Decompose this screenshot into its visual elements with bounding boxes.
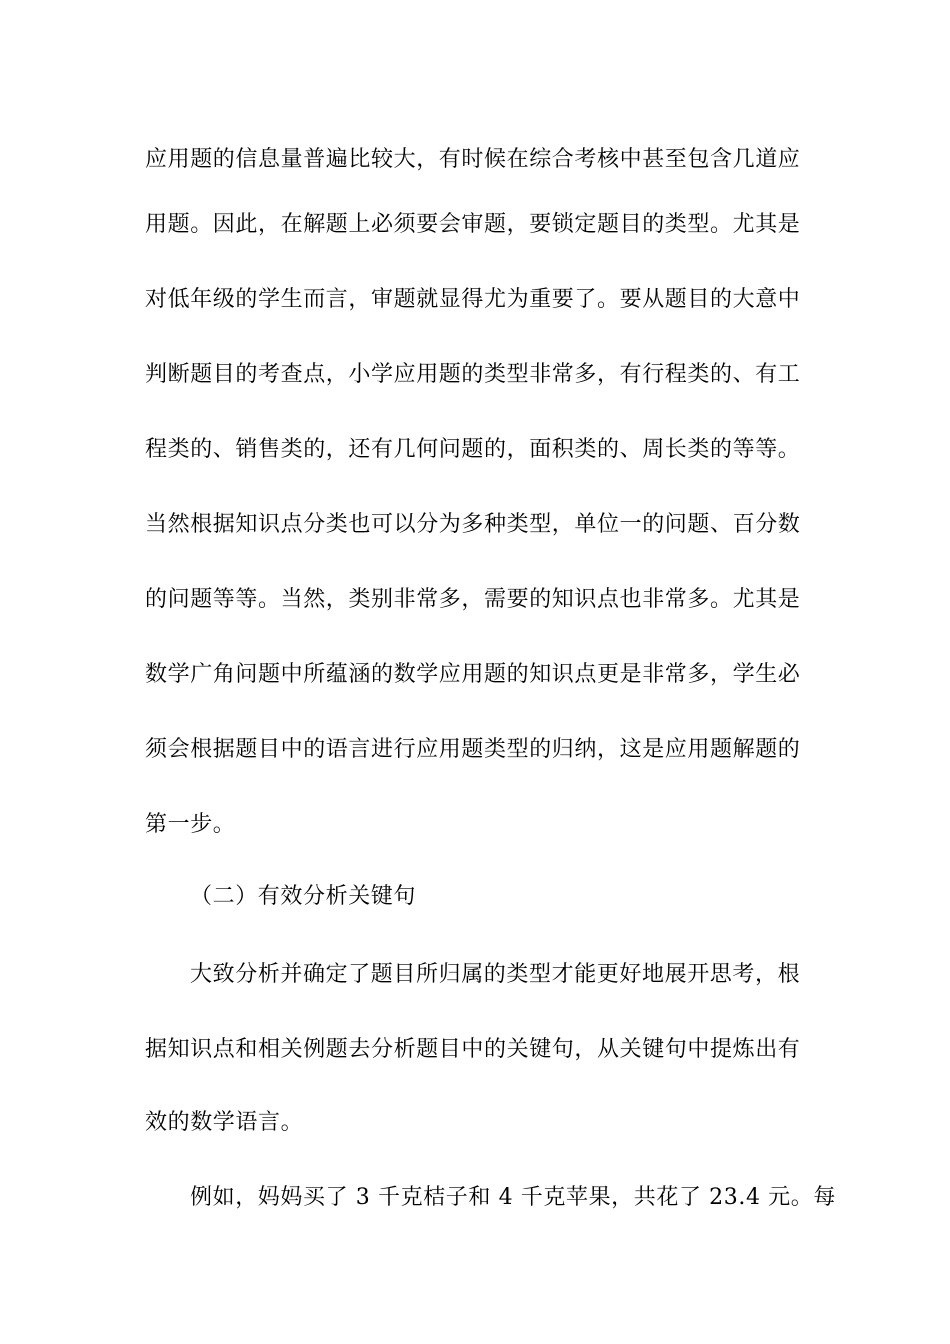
paragraph-2-line-2: 据知识点和相关例题去分析题目中的关键句，从关键句中提炼出有 — [145, 1037, 801, 1062]
paragraph-1-line-4: 判断题目的考查点，小学应用题的类型非常多，有行程类的、有工 — [145, 362, 801, 387]
paragraph-1-line-10: 第一步。 — [145, 812, 236, 837]
paragraph-1-line-1: 应用题的信息量普遍比较大，有时候在综合考核中甚至包含几道应 — [145, 147, 801, 172]
section-heading: （二）有效分析关键句 — [190, 884, 417, 909]
paragraph-3-line-1: 例如，妈妈买了 3 千克桔子和 4 千克苹果，共花了 23.4 元。每 — [190, 1185, 836, 1210]
paragraph-1-line-7: 的问题等等。当然，类别非常多，需要的知识点也非常多。尤其是 — [145, 587, 801, 612]
paragraph-1-line-6: 当然根据知识点分类也可以分为多种类型，单位一的问题、百分数 — [145, 512, 801, 537]
paragraph-1-line-3: 对低年级的学生而言，审题就显得尤为重要了。要从题目的大意中 — [145, 287, 801, 312]
paragraph-1-line-9: 须会根据题目中的语言进行应用题类型的归纳，这是应用题解题的 — [145, 737, 801, 762]
paragraph-1-line-5: 程类的、销售类的，还有几何问题的，面积类的、周长类的等等。 — [145, 437, 801, 462]
paragraph-2-line-1: 大致分析并确定了题目所归属的类型才能更好地展开思考，根 — [190, 962, 801, 987]
paragraph-1-line-2: 用题。因此，在解题上必须要会审题，要锁定题目的类型。尤其是 — [145, 212, 801, 237]
paragraph-2-line-3: 效的数学语言。 — [145, 1110, 304, 1135]
paragraph-1-line-8: 数学广角问题中所蕴涵的数学应用题的知识点更是非常多，学生必 — [145, 662, 801, 687]
